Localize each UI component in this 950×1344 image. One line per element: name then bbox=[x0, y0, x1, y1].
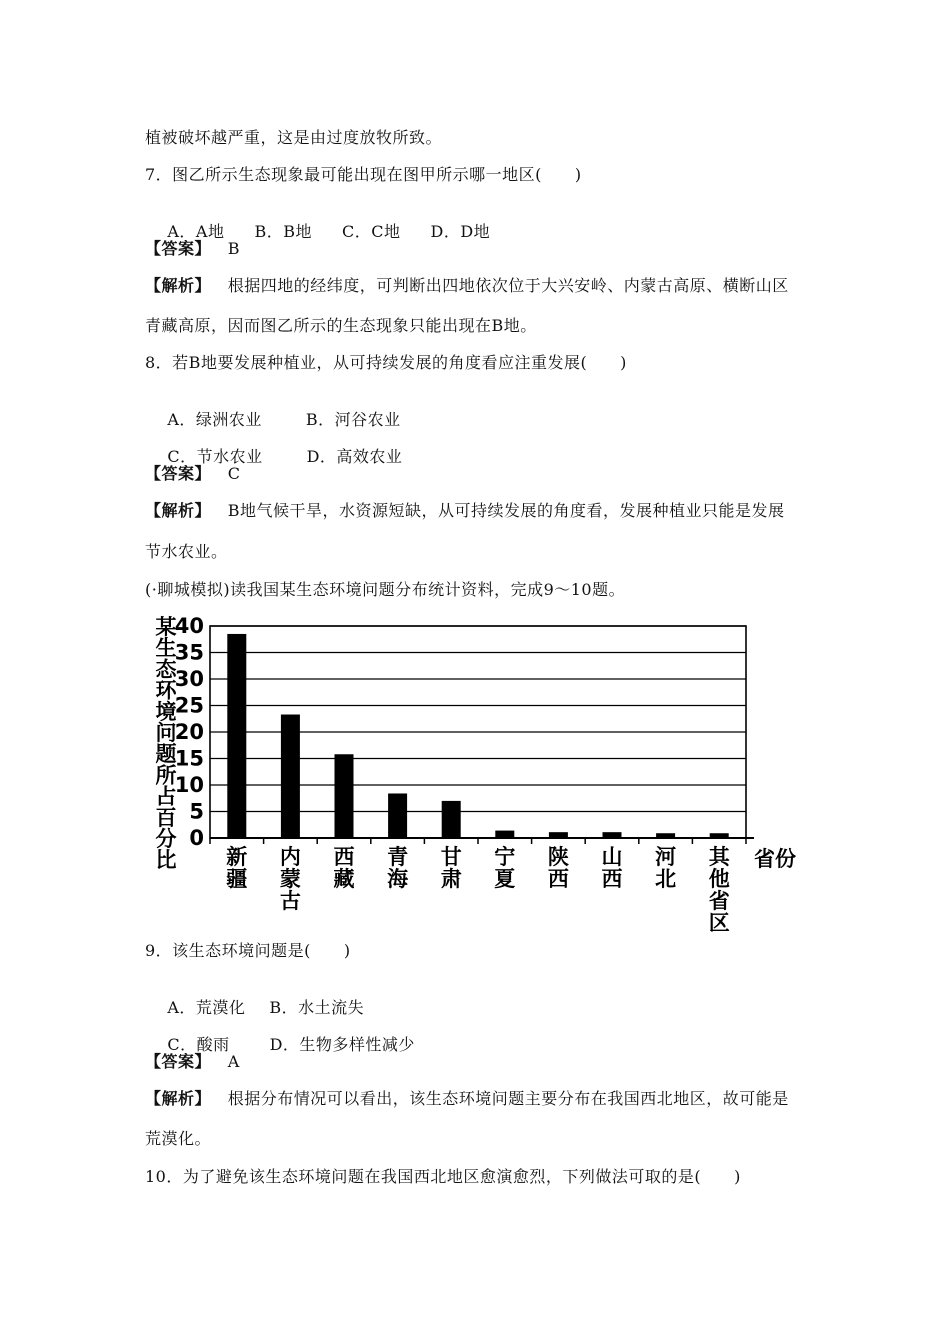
bar bbox=[603, 832, 622, 838]
analysis-tag: 【解析】 bbox=[145, 1089, 212, 1108]
y-tick-label: 25 bbox=[174, 693, 204, 718]
question-8: 8．若B地要发展种植业，从可持续发展的角度看应注重发展( ) bbox=[145, 353, 627, 372]
y-tick-label: 40 bbox=[174, 614, 204, 638]
answer-tag: 【答案】 bbox=[145, 464, 212, 483]
answer-value: B bbox=[227, 239, 241, 258]
x-tick-label-char: 河 bbox=[655, 845, 677, 869]
answer-value: A bbox=[227, 1052, 240, 1071]
x-tick-label-char: 青 bbox=[387, 845, 409, 869]
option-a: A．荒漠化 bbox=[167, 998, 246, 1017]
y-tick-label: 15 bbox=[174, 746, 204, 771]
x-tick-label-char: 其 bbox=[708, 845, 730, 869]
y-tick-label: 10 bbox=[174, 773, 204, 797]
analysis-text: 根据四地的经纬度，可判断出四地依次位于大兴安岭、内蒙古高原、横断山区 bbox=[227, 276, 789, 295]
x-tick-label-char: 疆 bbox=[226, 867, 248, 891]
x-tick-label-char: 蒙 bbox=[279, 867, 301, 891]
y-tick-label: 0 bbox=[189, 826, 204, 850]
x-tick-label-char: 他 bbox=[708, 867, 730, 891]
bar bbox=[710, 833, 729, 838]
answer-8 bbox=[145, 464, 241, 484]
y-axis-label-char: 比 bbox=[155, 848, 177, 873]
y-axis-label-char: 生 bbox=[155, 636, 177, 661]
y-axis-label-char: 占 bbox=[155, 784, 177, 809]
option-b: B．B地 bbox=[254, 222, 312, 241]
x-tick-label-char: 新 bbox=[226, 845, 248, 869]
question-9: 9．该生态环境问题是( ) bbox=[145, 941, 351, 960]
y-tick-label: 30 bbox=[174, 667, 204, 691]
x-tick-label-char: 西 bbox=[547, 867, 569, 891]
y-axis-label-char: 所 bbox=[155, 763, 177, 788]
analysis-tag: 【解析】 bbox=[145, 276, 212, 295]
option-b: B．水土流失 bbox=[269, 998, 365, 1017]
bar bbox=[335, 754, 354, 838]
analysis-text: B地气候干旱，水资源短缺，从可持续发展的角度看，发展种植业只能是发展 bbox=[227, 501, 785, 520]
analysis-8 bbox=[145, 501, 785, 521]
x-tick-label-char: 古 bbox=[279, 889, 301, 913]
x-tick-label-char: 北 bbox=[655, 867, 677, 891]
option-a: A．A地 bbox=[167, 222, 225, 241]
x-tick-label-char: 山 bbox=[601, 845, 623, 869]
bar bbox=[656, 833, 675, 838]
option-a: A．绿洲农业 bbox=[167, 410, 262, 429]
x-tick-label-char: 甘 bbox=[440, 845, 462, 869]
option-b: B．河谷农业 bbox=[305, 410, 401, 429]
x-axis-label: 省份 bbox=[754, 847, 796, 871]
analysis-7-cont: 青藏高原，因而图乙所示的生态现象只能出现在B地。 bbox=[145, 316, 537, 335]
y-tick-label: 35 bbox=[174, 640, 204, 665]
x-tick-label-char: 藏 bbox=[333, 867, 355, 891]
analysis-9-cont: 荒漠化。 bbox=[145, 1129, 212, 1148]
y-axis-label-char: 分 bbox=[155, 827, 177, 851]
option-c: C．酸雨 bbox=[167, 1035, 230, 1054]
text-line: 植被破坏越严重，这是由过度放牧所致。 bbox=[145, 128, 443, 147]
y-axis-label-char: 态 bbox=[155, 657, 177, 682]
x-tick-label-char: 夏 bbox=[494, 867, 516, 891]
y-axis-label-char: 问 bbox=[155, 721, 177, 745]
answer-9 bbox=[145, 1052, 240, 1072]
x-tick-label-char: 区 bbox=[708, 911, 730, 935]
y-axis-label-char: 环 bbox=[155, 678, 177, 703]
answer-value: C bbox=[227, 464, 241, 483]
bar bbox=[227, 634, 246, 838]
question-7: 7．图乙所示生态现象最可能出现在图甲所示哪一地区( ) bbox=[145, 165, 582, 184]
y-axis-label-char: 百 bbox=[155, 805, 177, 830]
x-tick-label-char: 内 bbox=[279, 845, 301, 869]
y-axis-label-char: 境 bbox=[155, 699, 177, 724]
bar-chart bbox=[148, 612, 796, 935]
y-tick-label: 5 bbox=[189, 799, 204, 824]
analysis-tag: 【解析】 bbox=[145, 501, 212, 520]
question-10: 10．为了避免该生态环境问题在我国西北地区愈演愈烈，下列做法可取的是( ) bbox=[145, 1167, 741, 1186]
answer-tag: 【答案】 bbox=[145, 239, 212, 258]
option-c: C．节水农业 bbox=[167, 447, 263, 466]
option-d: D．D地 bbox=[430, 222, 491, 241]
analysis-7 bbox=[145, 276, 789, 296]
bar bbox=[442, 801, 461, 838]
x-tick-label-char: 肃 bbox=[440, 867, 462, 891]
option-c: C．C地 bbox=[342, 222, 401, 241]
option-d: D．生物多样性减少 bbox=[269, 1035, 415, 1054]
x-tick-label-char: 陕 bbox=[547, 845, 569, 869]
bar bbox=[281, 715, 300, 838]
analysis-text: 根据分布情况可以看出，该生态环境问题主要分布在我国西北地区，故可能是 bbox=[227, 1089, 789, 1108]
intro-9-10: (·聊城模拟)读我国某生态环境问题分布统计资料，完成9～10题。 bbox=[145, 580, 626, 599]
analysis-9 bbox=[145, 1089, 789, 1109]
bar bbox=[495, 831, 514, 838]
answer-7 bbox=[145, 239, 240, 259]
x-tick-label-char: 省 bbox=[708, 889, 730, 913]
x-tick-label-char: 西 bbox=[333, 845, 355, 869]
y-axis-label-char: 某 bbox=[155, 615, 177, 639]
y-axis-label-char: 题 bbox=[155, 742, 177, 767]
option-d: D．高效农业 bbox=[306, 447, 403, 466]
answer-tag: 【答案】 bbox=[145, 1052, 212, 1071]
x-tick-label-char: 西 bbox=[601, 867, 623, 891]
y-tick-label: 20 bbox=[174, 720, 204, 744]
x-tick-label-char: 宁 bbox=[494, 845, 516, 869]
bar bbox=[549, 832, 568, 838]
analysis-8-cont: 节水农业。 bbox=[145, 542, 228, 561]
bar bbox=[388, 793, 407, 838]
x-tick-label-char: 海 bbox=[387, 867, 409, 891]
